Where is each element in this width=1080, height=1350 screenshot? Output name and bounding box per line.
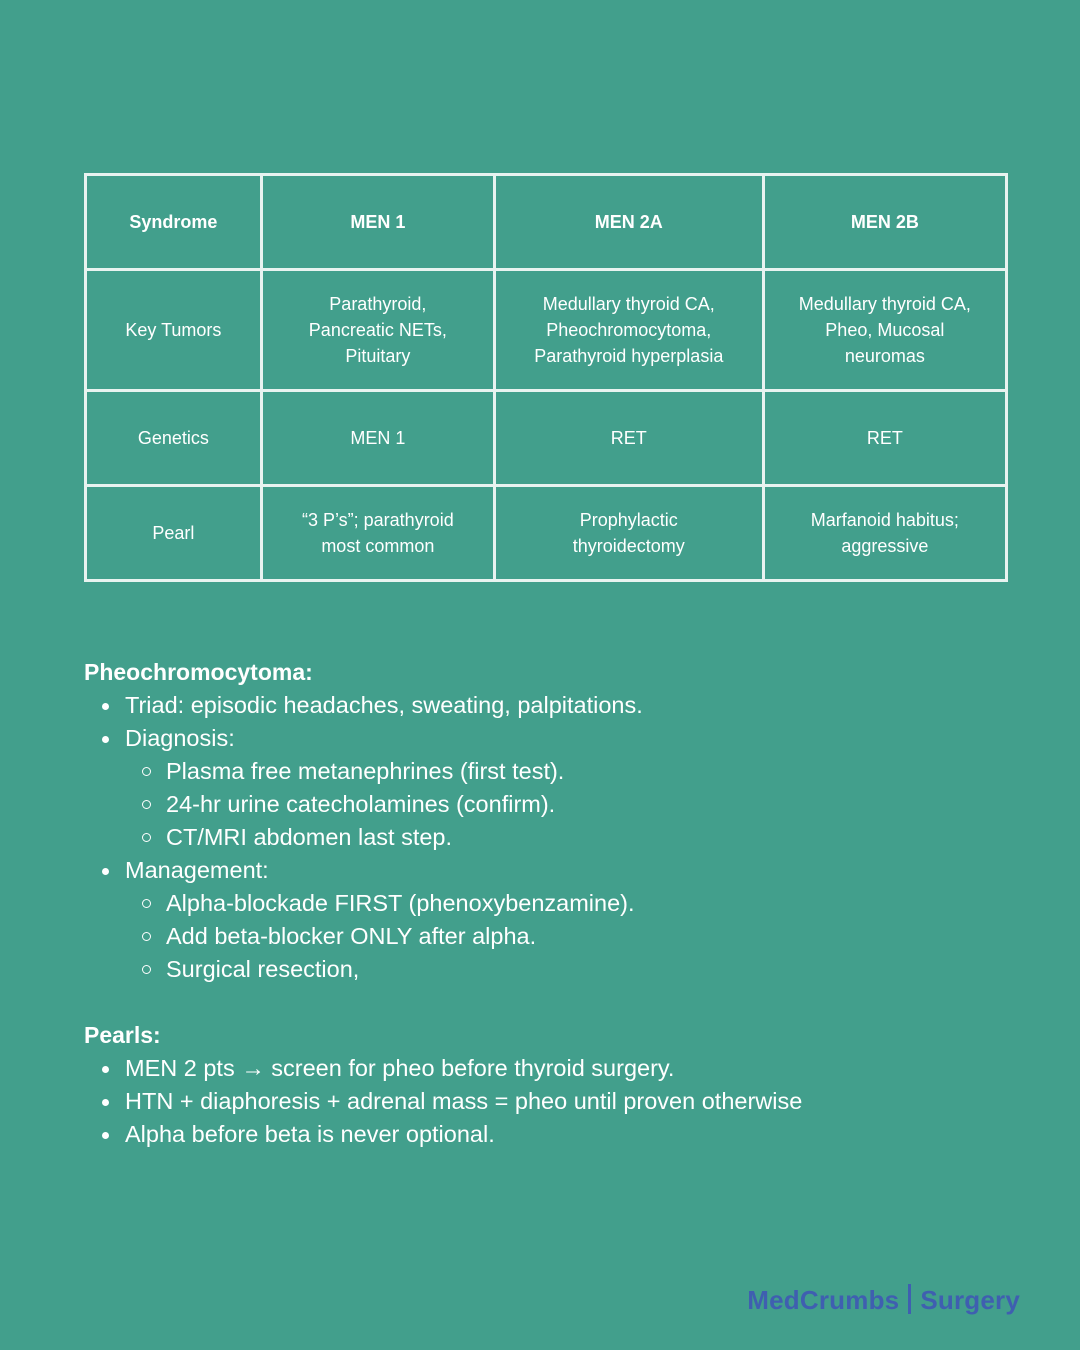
cell-line: Medullary thyroid CA, [542, 294, 715, 314]
notes-section [84, 656, 1024, 1151]
cell-genetics-men2a: RET [494, 391, 763, 486]
men-syndrome-table [84, 173, 1008, 582]
bullet-icon [102, 1099, 109, 1106]
triad-text: Triad: episodic headaches, sweating, palpitations. [125, 692, 643, 718]
table-row-genetics [86, 391, 1007, 486]
list-item [84, 821, 1024, 854]
pheo-list-management [84, 854, 1024, 887]
diagnosis-item: CT/MRI abdomen last step. [166, 824, 453, 850]
cell-pearl-men2b [763, 486, 1006, 581]
list-item [84, 1052, 1024, 1085]
cell-tumors-men2b [763, 270, 1006, 391]
table-row-pearl [86, 486, 1007, 581]
cell-tumors-men1 [261, 270, 494, 391]
cell-line: Pituitary [345, 346, 411, 366]
header-syndrome: Syndrome [86, 175, 262, 270]
row-label-pearl: Pearl [86, 486, 262, 581]
cell-line: Parathyroid, [329, 294, 427, 314]
bullet-icon [102, 868, 109, 875]
sub-bullet-icon [142, 833, 151, 842]
pearl-item: HTN + diaphoresis + adrenal mass = pheo until proven otherwise [125, 1088, 803, 1114]
management-item: Add beta-blocker ONLY after alpha. [166, 923, 537, 949]
list-item [84, 953, 1024, 986]
management-item: Alpha-blockade FIRST (phenoxybenzamine). [166, 890, 635, 916]
list-item [84, 788, 1024, 821]
row-label-key-tumors: Key Tumors [86, 270, 262, 391]
pearl-item: MEN 2 pts → screen for pheo before thyroid surgery. [125, 1055, 675, 1081]
header-men2b: MEN 2B [763, 175, 1006, 270]
cell-genetics-men1: MEN 1 [261, 391, 494, 486]
diagnosis-label: Diagnosis: [125, 725, 235, 751]
cell-line: Pheochromocytoma, [546, 320, 712, 340]
brand-name: MedCrumbs [747, 1285, 900, 1315]
management-label: Management: [125, 857, 269, 883]
cell-line: Pheo, Mucosal [825, 320, 945, 340]
list-item [84, 887, 1024, 920]
list-item [84, 755, 1024, 788]
list-item [84, 854, 1024, 887]
diagnosis-item: 24-hr urine catecholamines (confirm). [166, 791, 556, 817]
brand-footer [747, 1282, 1020, 1318]
bullet-icon [102, 1132, 109, 1139]
management-item: Surgical resection, [166, 956, 360, 982]
bullet-icon [102, 1066, 109, 1073]
cell-line: Marfanoid habitus; [810, 510, 959, 530]
pearls-list [84, 1052, 1024, 1151]
table-header-row [86, 175, 1007, 270]
cell-genetics-men2b: RET [763, 391, 1006, 486]
pheo-title: Pheochromocytoma: [84, 659, 313, 685]
list-item [84, 1085, 1024, 1118]
sub-bullet-icon [142, 899, 151, 908]
cell-line: Prophylactic [579, 510, 678, 530]
list-item [84, 689, 1024, 722]
bullet-icon [102, 703, 109, 710]
table-row-key-tumors [86, 270, 1007, 391]
pearls-title: Pearls: [84, 1022, 161, 1048]
cell-line: Parathyroid hyperplasia [534, 346, 724, 366]
header-men1: MEN 1 [261, 175, 494, 270]
cell-line: aggressive [841, 536, 929, 556]
cell-pearl-men1 [261, 486, 494, 581]
header-men2a: MEN 2A [494, 175, 763, 270]
management-list [84, 887, 1024, 986]
cell-line: thyroidectomy [572, 536, 685, 556]
pearl-item: Alpha before beta is never optional. [125, 1121, 495, 1147]
sub-bullet-icon [142, 800, 151, 809]
diagnosis-item: Plasma free metanephrines (first test). [166, 758, 565, 784]
pheo-list [84, 689, 1024, 755]
cell-pearl-men2a [494, 486, 763, 581]
diagnosis-list [84, 755, 1024, 854]
cell-line: Pancreatic NETs, [308, 320, 447, 340]
cell-line: most common [321, 536, 435, 556]
list-item [84, 920, 1024, 953]
cell-line: “3 P’s”; parathyroid [301, 510, 454, 530]
cell-tumors-men2a [494, 270, 763, 391]
cell-line: neuromas [844, 346, 925, 366]
brand-separator [908, 1284, 911, 1314]
section-spacer [84, 986, 1024, 1019]
row-label-genetics: Genetics [86, 391, 262, 486]
sub-bullet-icon [142, 965, 151, 974]
bullet-icon [102, 736, 109, 743]
cell-line: Medullary thyroid CA, [798, 294, 971, 314]
sub-bullet-icon [142, 767, 151, 776]
list-item [84, 722, 1024, 755]
brand-section: Surgery [920, 1285, 1020, 1315]
list-item [84, 1118, 1024, 1151]
sub-bullet-icon [142, 932, 151, 941]
